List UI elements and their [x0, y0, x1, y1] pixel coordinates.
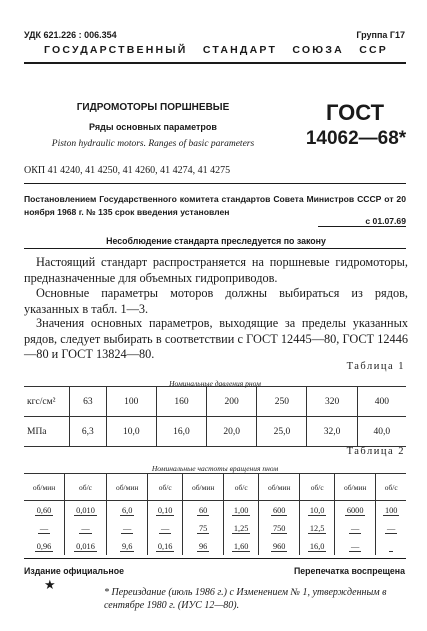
column-header: об/с [376, 474, 406, 501]
table2-caption: Номинальные частоты вращения nном [151, 464, 279, 473]
document-title: ГИДРОМОТОРЫ ПОРШНЕВЫЕ [76, 102, 230, 113]
banner-rule [24, 62, 406, 64]
state-standard-banner: ГОСУДАРСТВЕННЫЙ СТАНДАРТ СОЮЗА ССР [43, 44, 389, 56]
table-header-row [24, 474, 406, 501]
table-cell: 0,10 [157, 505, 173, 515]
reprint-prohibited: Перепечатка воспрещена [293, 566, 405, 576]
parameters-paragraph: Основные параметры моторов должны выбираться из рядов, указанных в табл. 1—3. [24, 286, 408, 316]
table2-label: Таблица 2 [346, 446, 405, 457]
table-cell: 6,0 [121, 505, 133, 515]
table-cell: 0,60 [36, 505, 52, 515]
table-cell: 12,5 [309, 523, 325, 533]
table-cell: 10,0 [309, 505, 325, 515]
official-edition: Издание официальное [24, 566, 124, 576]
table-cell: 75 [199, 523, 208, 533]
column-header: об/с [300, 474, 335, 501]
table-cell: 100 [106, 387, 156, 417]
table-row [24, 519, 406, 537]
table-cell: 0,96 [36, 541, 52, 551]
legal-warning: Несоблюдение стандарта преследуется по закону [106, 236, 326, 246]
table-cell: 600 [272, 505, 286, 515]
column-header: об/мин [258, 474, 299, 501]
reissue-note: * Переиздание (июль 1986 г.) с Изменением № 1, утвержденным в сентябре 1980 г. (ИУС 12—80). [104, 587, 387, 611]
table-cell: 1,00 [233, 505, 249, 515]
table-cell: 0,010 [76, 505, 95, 515]
star-mark: ★ [44, 577, 56, 592]
table-cell: 0,016 [76, 541, 95, 551]
title-rule [24, 183, 406, 184]
table-cell: 960 [272, 541, 286, 551]
scope-paragraph: Настоящий стандарт распространяется на поршневые гидромоторы, предназначенные для объемных гидроприводов. [24, 255, 408, 285]
unit-cell: кгс/см² [24, 387, 70, 417]
table-cell: 750 [272, 523, 286, 533]
unit-cell: МПа [24, 417, 70, 447]
effective-date: с 01.07.69 [365, 216, 406, 226]
udk-code: УДК 621.226 : 006.354 [24, 30, 117, 40]
table-cell: 16,0 [156, 417, 206, 447]
nominal-pressure-table [24, 386, 406, 447]
table-row [24, 417, 406, 447]
table2-bottom-rule [24, 558, 406, 559]
table-row [24, 501, 406, 520]
table-cell: — [351, 523, 360, 533]
table1-label: Таблица 1 [346, 361, 405, 372]
table-cell: 63 [70, 387, 107, 417]
table-cell: 160 [156, 387, 206, 417]
column-header: об/с [65, 474, 107, 501]
gost-word: ГОСТ [325, 100, 385, 125]
column-header: об/мин [24, 474, 65, 501]
column-header: об/мин [106, 474, 147, 501]
table-cell: 16,0 [309, 541, 325, 551]
table-cell: 250 [257, 387, 307, 417]
table-cell: 320 [307, 387, 357, 417]
date-underline [318, 226, 406, 227]
table-cell: 10,0 [106, 417, 156, 447]
table-cell: 100 [384, 505, 398, 515]
table-cell: 6,3 [70, 417, 107, 447]
table-cell: — [161, 523, 170, 533]
table-cell: — [81, 523, 90, 533]
table-cell: 400 [357, 387, 406, 417]
table-cell: 200 [207, 387, 257, 417]
table-cell: — [123, 523, 132, 533]
group-code: Группа Г17 [356, 30, 405, 40]
warning-rule [24, 248, 406, 249]
english-title: Piston hydraulic motors. Ranges of basic parameters [51, 139, 255, 149]
table-row [24, 537, 406, 555]
table-cell: 25,0 [257, 417, 307, 447]
decree-text: Постановлением Государственного комитета стандартов Совета Министров СССР от 20 ноября 1968 г. № 135 срок введения установлен [24, 194, 406, 217]
okp-codes: ОКП 41 4240, 41 4250, 41 4260, 41 4274, 41 4275 [24, 165, 231, 176]
table-cell: 96 [199, 541, 208, 551]
column-header: об/с [224, 474, 259, 501]
table-cell: — [351, 541, 360, 551]
table-cell [389, 542, 393, 552]
nominal-speed-table [24, 473, 406, 555]
column-header: об/мин [334, 474, 375, 501]
table-cell: 60 [199, 505, 208, 515]
column-header: об/с [148, 474, 183, 501]
table-cell: 1,25 [233, 523, 249, 533]
out-of-range-paragraph: Значения основных параметров, выходящие за пределы указанных рядов, следует выбирать в соответствии с ГОСТ 12445—80, ГОСТ 12446—80 и ГОСТ 13824—80. [24, 316, 408, 361]
table-cell: 9,6 [121, 541, 133, 551]
table-cell: 6000 [346, 505, 364, 515]
table-cell: 40,0 [357, 417, 406, 447]
table-cell: — [387, 523, 396, 533]
column-header: об/мин [182, 474, 223, 501]
table-cell: 20,0 [207, 417, 257, 447]
table-row [24, 387, 406, 417]
gost-number: 14062—68* [305, 128, 407, 149]
document-subtitle: Ряды основных параметров [89, 122, 217, 132]
table-cell: — [39, 523, 49, 533]
table1-caption: Номинальные давления pном [169, 379, 261, 388]
table-cell: 0,16 [157, 541, 173, 551]
table-cell: 1,60 [233, 541, 249, 551]
table-cell: 32,0 [307, 417, 357, 447]
